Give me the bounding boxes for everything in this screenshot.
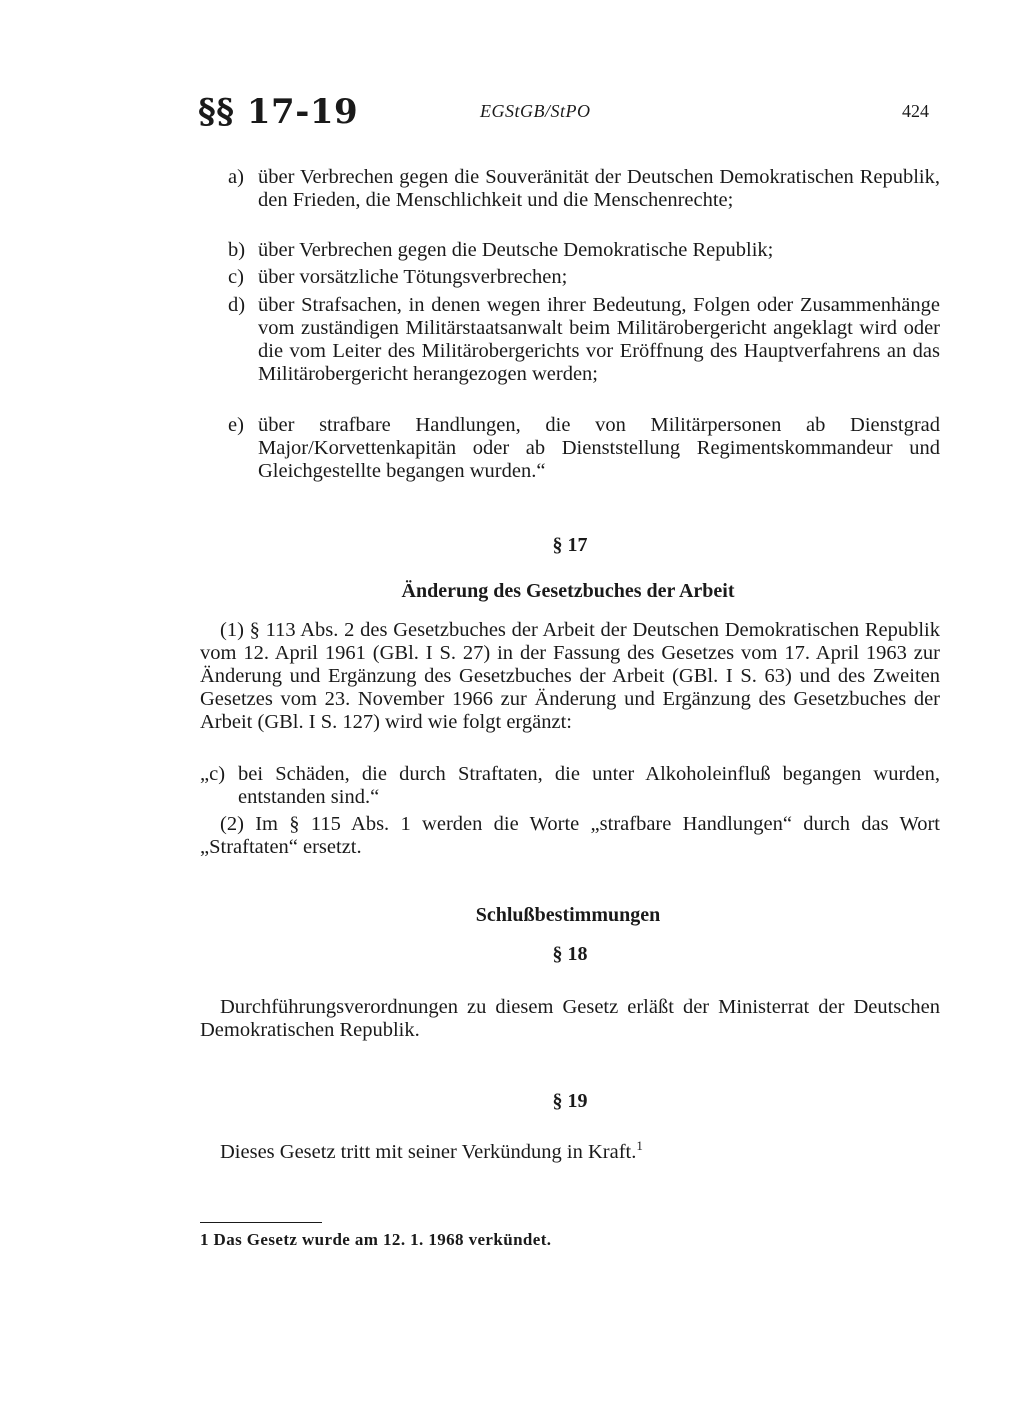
section-19-number: § 19 — [552, 1090, 588, 1112]
list-text: über Strafsachen, in denen wegen ihrer Bedeutung, Folgen oder Zusammenhänge vom zuständigen Militärstaatsanwalt beim Militärobergericht angeklagt wird oder die vom Leiter des Militärobergerichts vor Eröffnung des Hauptverfahrens an das Militärobergericht herangezogen werden; — [258, 294, 940, 385]
list-marker: e) — [228, 414, 244, 436]
running-title: EGStGB/StPO — [480, 101, 591, 121]
list-text: über Verbrechen gegen die Souveränität der Deutschen Demokratischen Republik, den Frieden, die Menschlichkeit und die Menschenrechte; — [258, 166, 940, 211]
list-item-c — [228, 266, 940, 289]
list-marker: d) — [228, 294, 246, 316]
footnote-text: 1 Das Gesetz wurde am 12. 1. 1968 verkündet. — [200, 1230, 552, 1249]
list-text: über Verbrechen gegen die Deutsche Demokratische Republik; — [258, 239, 774, 261]
section-17-paragraph-2: (2) Im § 115 Abs. 1 werden die Worte „strafbare Handlungen“ durch das Wort „Straftaten“ ersetzt. — [200, 813, 940, 858]
section-17-title: Änderung des Gesetzbuches der Arbeit — [401, 580, 735, 602]
section-18-text: Durchführungsverordnungen zu diesem Gesetz erläßt der Ministerrat der Deutschen Demokratischen Republik. — [200, 996, 940, 1041]
list-marker: c) — [228, 266, 244, 288]
section-17-number: § 17 — [552, 534, 588, 556]
section-range-heading: §§ 17-19 — [198, 92, 359, 132]
final-provisions-heading: Schlußbestimmungen — [475, 904, 661, 926]
list-item-a — [228, 166, 940, 212]
list-marker: b) — [228, 239, 246, 261]
list-text: über strafbare Handlungen, die von Militärpersonen ab Dienstgrad Major/Korvettenkapitän oder ab Dienststellung Regimentskommandeur und Gleichgestellte begangen wurden.“ — [258, 414, 940, 482]
list-item-d — [228, 294, 940, 386]
list-marker: a) — [228, 166, 244, 188]
footnote-reference: 1 — [636, 1138, 643, 1154]
section-17-paragraph-1: (1) § 113 Abs. 2 des Gesetzbuches der Arbeit der Deutschen Demokratischen Republik vom 12. April 1961 (GBl. I S. 27) in der Fassung des Gesetzes vom 17. April 1963 zur Änderung und Ergänzung des Gesetzbuches der Arbeit (GBl. I S. 63) und des Zweiten Gesetzes vom 23. November 1966 zur Änderung und Ergänzung des Gesetzbuches der Arbeit (GBl. I S. 127) wird wie folgt ergänzt: — [200, 619, 940, 733]
section-17-quote — [200, 763, 940, 809]
page-number: 424 — [902, 101, 929, 121]
quote-text: bei Schäden, die durch Straftaten, die unter Alkoholeinfluß begangen wurden, entstanden sind.“ — [238, 763, 940, 808]
list-item-e — [228, 414, 940, 483]
list-text: über vorsätzliche Tötungsverbrechen; — [258, 266, 568, 288]
list-item-b — [228, 239, 940, 262]
section-19-text: Dieses Gesetz tritt mit seiner Verkündung in Kraft. — [220, 1141, 637, 1163]
section-18-number: § 18 — [552, 943, 588, 965]
footnote-divider — [200, 1222, 322, 1223]
quote-marker: „c) — [200, 763, 226, 785]
section-19-paragraph — [200, 1138, 940, 1164]
